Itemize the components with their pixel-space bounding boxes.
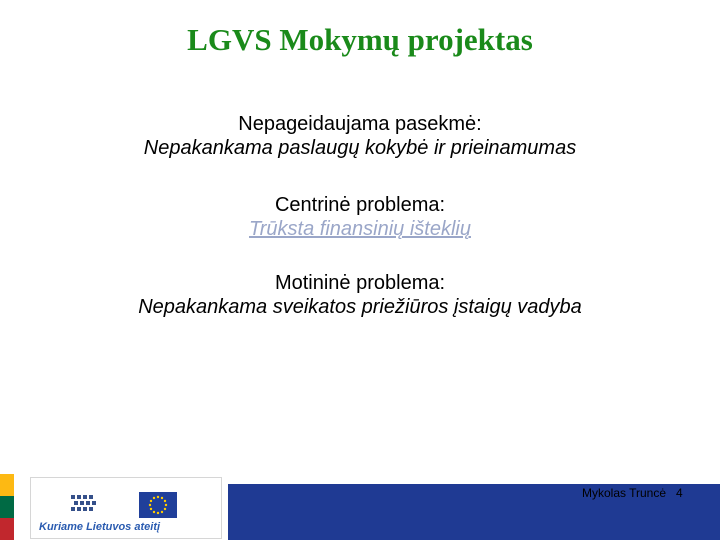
root-problem-text: Nepakankama sveikatos priežiūros įstaigų vadyba: [138, 296, 582, 318]
slide-title: LGVS Mokymų projektas: [187, 22, 533, 57]
page-number: 4: [676, 486, 683, 500]
flag-stripe-green: [0, 496, 14, 518]
central-problem-block: [0, 193, 720, 241]
slide-footer: [0, 474, 720, 540]
ministry-logo-icon: [69, 492, 99, 518]
motto-text: Kuriame Lietuvos ateitį: [39, 521, 161, 533]
eu-flag-icon: [139, 492, 177, 518]
root-problem-block: [0, 271, 720, 319]
central-problem-heading: Centrinė problema:: [274, 194, 446, 216]
author-name: Mykolas Truncė: [582, 486, 667, 500]
lithuanian-flag-icon: [0, 474, 14, 540]
consequence-text: Nepakankama paslaugų kokybė ir prieinamumas: [143, 137, 577, 159]
consequence-heading: Nepageidaujama pasekmė:: [238, 113, 482, 135]
funding-logo-box: [30, 477, 222, 539]
consequence-block: [0, 112, 720, 160]
flag-stripe-yellow: [0, 474, 14, 496]
root-problem-heading: Motininė problema:: [274, 272, 446, 294]
central-problem-link[interactable]: Trūksta finansinių išteklių: [249, 218, 471, 240]
eu-stars-icon: [139, 492, 177, 518]
flag-stripe-red: [0, 518, 14, 540]
